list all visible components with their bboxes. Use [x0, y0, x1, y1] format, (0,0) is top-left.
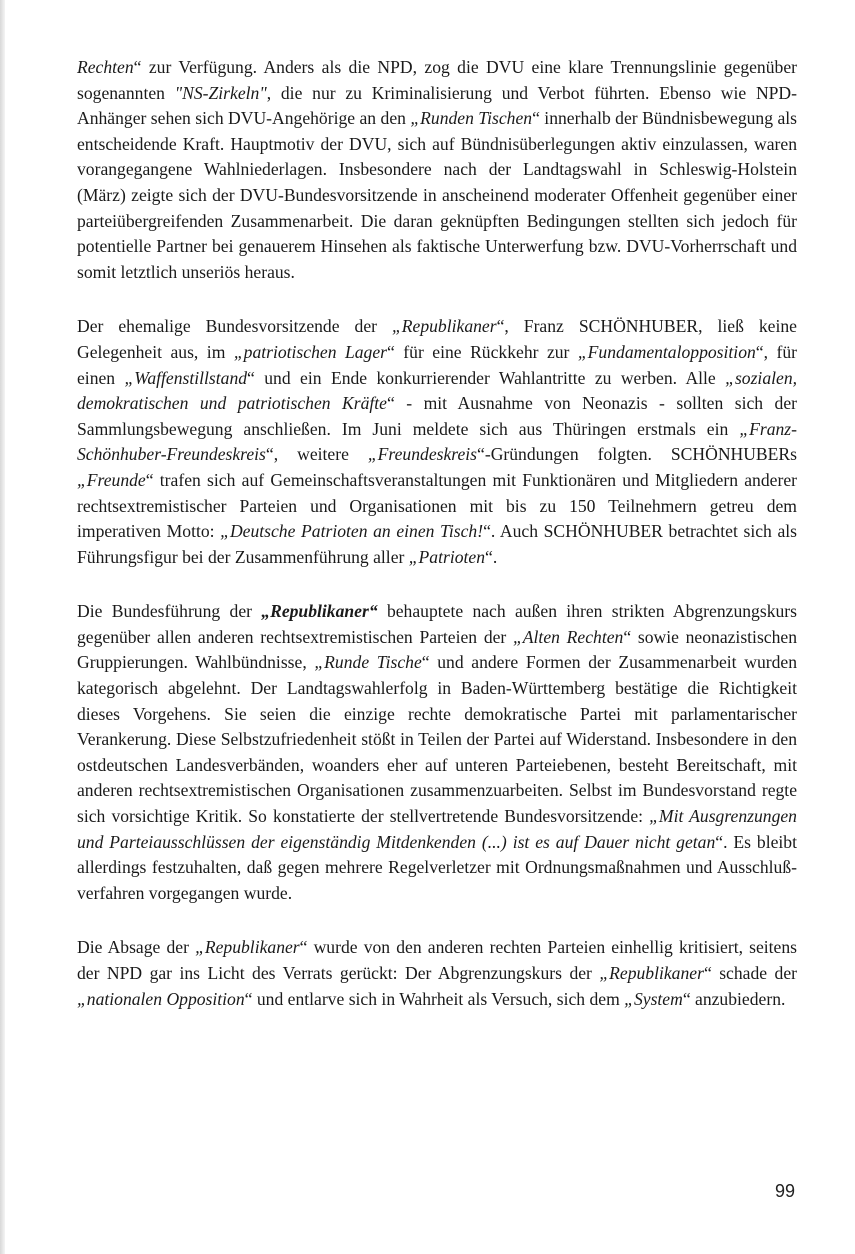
text-run: „Runde Tische	[314, 652, 422, 673]
text-run: „Deutsche Patrioten an einen Tisch!	[220, 521, 484, 542]
text-run: “, Franz SCHÖNHUBER, ließ keine Gelegenheit aus, im	[77, 316, 797, 362]
text-run: “ und ein Ende konkurrierender Wahlantritte zu werben. Alle	[247, 367, 726, 388]
text-run: „Mit Ausgrenzungen und Parteiausschlüssen der eigenständig Mitdenkenden (...) ist es auf Dauer nicht getan	[77, 806, 797, 852]
text-run: “ anzubiedern.	[682, 988, 786, 1009]
text-run: “, weitere	[265, 444, 368, 465]
text-run: “ schade der	[703, 963, 797, 983]
text-run: „Runden Tischen	[410, 108, 533, 129]
text-run: „sozialen, demokratischen und patriotischen Kräfte	[77, 367, 798, 414]
text-run: “ zur Verfügung. Anders als die NPD, zog die DVU eine klare Trennungslinie gegenüber sogenannten	[77, 57, 797, 103]
paragraph-2	[77, 314, 797, 570]
text-run: „Freundeskreis	[367, 444, 478, 465]
paragraph-3	[77, 599, 797, 906]
text-run: “ innerhalb der Bündnisbewegung als entscheidende Kraft. Hauptmotiv der DVU, sich auf Bündnisüberlegungen aktiv einzulassen, waren vorangegangene Wahlniederlagen. Insbesondere nach der Landtagswahl in Schleswig-Holstein (März) zeigte sich der DVU-Bundesvorsitzende in anscheinend moderater Offenheit gegenüber einer parteiübergreifenden Zusammenarbeit. Die daran geknüpften Bedingungen stellten sich jedoch für potentielle Partner bei genauerem Hinsehen als faktische Unterwerfung bzw. DVU-Vorherrschaft und somit letztlich unseriös heraus.	[77, 108, 797, 282]
paragraph-4	[77, 935, 797, 1012]
text-run: “ und andere Formen der Zusammenarbeit wurden kategorisch abgelehnt. Der Landtagswahlerfolg in Baden-Württemberg bestätige die Richtigkeit dieses Vorgehens. Sie seien die einzige rechte demokratische Partei mit parlamentarischer Verankerung. Diese Selbstzufriedenheit stößt in Teilen der Partei auf Widerstand. Insbesondere in den ostdeutschen Landesverbänden, woanders eher auf unteren Parteiebenen, besteht Bereitschaft, mit anderen rechtsextremistischen Organisationen zusammenzuarbeiten. Selbst im Bundesvorstand regte sich vorsichtige Kritik. So konstatierte der stellvertretende Bundesvorsitzende:	[77, 652, 797, 827]
text-run: „Fundamentalopposition	[577, 341, 756, 362]
text-run: „Patrioten	[408, 546, 486, 567]
text-run: „Republikaner	[195, 937, 300, 958]
text-run: “-Gründungen folgten. SCHÖNHUBERs	[477, 444, 797, 465]
text-run: “.	[485, 546, 498, 567]
text-run: „Republikaner	[599, 963, 704, 983]
text-run: „Republikaner	[392, 316, 497, 337]
text-run: „Alten Rechten	[513, 626, 624, 647]
text-run: „patriotischen Lager	[233, 341, 388, 362]
text-run: „Franz-Schönhuber-Freundeskreis	[77, 418, 797, 465]
text-run: “ - mit Ausnahme von Neonazis - sollten sich der Sammlungsbewegung anschließen. Im Juni meldete sich aus Thüringen erstmals ein	[77, 393, 798, 439]
text-run: Die Absage der	[77, 937, 196, 958]
text-run: Die Bundesführung der	[77, 601, 262, 622]
text-run: “ für eine Rückkehr zur	[387, 341, 578, 362]
text-run: “, für einen	[77, 341, 797, 388]
text-run: "NS-Zirkeln"	[174, 82, 267, 103]
text-run: „nationalen Opposition	[77, 988, 245, 1009]
text-run: Der ehemalige Bundesvorsitzende der	[77, 316, 392, 337]
paragraph-1	[77, 55, 797, 285]
page-edge-shadow	[0, 0, 5, 1254]
text-run: „System	[624, 988, 683, 1009]
text-run: behauptete nach außen ihren strikten Abgrenzungskurs gegenüber allen anderen rechtsextremistischen Parteien der	[77, 601, 797, 647]
text-run: “ und entlarve sich in Wahrheit als Versuch, sich dem	[244, 988, 625, 1009]
text-run: „Republikaner“	[261, 601, 378, 622]
text-run: “ trafen sich auf Gemeinschaftsveranstaltungen mit Funktionären und Mitgliedern anderer rechtsextremistischer Parteien und Organisationen mit bis zu 150 Teilnehmern getreu dem imperativen Motto:	[77, 469, 797, 542]
text-run: “. Es bleibt allerdings festzuhalten, daß gegen mehrere Regelverletzer mit Ordnungsmaßnahmen und Ausschlußverfahren vorgegangen wurde.	[77, 831, 797, 903]
text-run: Rechten	[77, 57, 134, 77]
page-number: 99	[775, 1181, 796, 1201]
text-run: “. Auch SCHÖNHUBER betrachtet sich als Führungsfigur bei der Zusammenführung aller	[77, 521, 797, 567]
document-page	[77, 55, 797, 1041]
text-run: „Waffenstillstand	[124, 367, 248, 388]
text-run: “ wurde von den anderen rechten Parteien einhellig kritisiert, seitens der NPD gar ins Licht des Verrats gerückt: Der Abgrenzungskurs der	[77, 937, 797, 983]
text-run: , die nur zu Kriminalisierung und Verbot führten. Ebenso wie NPD-Anhänger sehen sich DVU-Angehörige an den	[77, 82, 797, 129]
text-run: „Freunde	[77, 469, 146, 490]
text-run: “ sowie neonazistischen Gruppierungen. Wahlbündnisse,	[77, 626, 798, 673]
